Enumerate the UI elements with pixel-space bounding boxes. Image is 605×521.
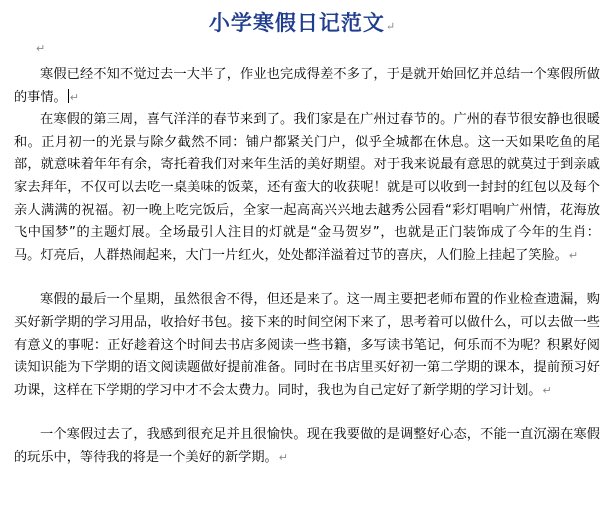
text-cursor [68, 89, 69, 103]
paragraph-text: 寒假已经不知不觉过去一大半了，作业也完成得差不多了，于是就开始回忆并总结一个寒假所做的事情。 [14, 67, 600, 105]
paragraph-text: 寒假的最后一个星期，虽然很舍不得，但还是来了。这一周主要把老师布置的作业检查遗漏，购买好新学期的学习用品，收拾好书包。接下来的时间空闲下来了，思考着可以做什么，可以去做一些有意义的事呢：正好趁着这个时间去书店多阅读一些书籍，多写读书笔记，何乐而不为呢？积累好阅读知识能为下学期的语文阅读题做好提前准备。同时在书店里买好初一第二学期的课本，提前预习好功课，这样在下学期的学习中才不会太费力。同时，我也为自己定好了新学期的学习计划。 [14, 292, 600, 398]
paragraph-mark-icon: ↵ [278, 450, 288, 464]
paragraph-mark-icon: ↵ [568, 248, 579, 262]
paragraph-3[interactable] [14, 289, 600, 402]
paragraph-mark-icon: ↵ [385, 20, 397, 33]
document-title [0, 8, 605, 42]
paragraph-4[interactable] [14, 424, 600, 469]
title-text: 小学寒假日记范文 [208, 10, 385, 35]
empty-paragraph-mark-icon: ↵ [36, 42, 46, 55]
paragraph-1[interactable] [14, 64, 600, 109]
paragraph-text: 一个寒假过去了，我感到很充足并且很愉快。现在我要做的是调整好心态，不能一直沉溺在寒假的玩乐中，等待我的将是一个美好的新学期。 [14, 427, 600, 465]
document-body[interactable] [14, 64, 600, 470]
paragraph-2[interactable] [14, 109, 600, 267]
paragraph-mark-icon: ↵ [69, 90, 79, 104]
paragraph-text: 在寒假的第三周，喜气洋洋的春节来到了。我们家是在广州过春节的。广州的春节很安静也很暖和。正月初一的光景与除夕截然不同：铺户都紧关门户，似乎全城都在休息。这一天如果吃鱼的尾部，就意味着年年有余，寄托着我们对来年生活的美好期望。对于我来说最有意思的就莫过于到亲戚家去拜年，不仅可以去吃一桌美味的饭菜，还有蛮大的收获呢！就是可以收到一封封的红包以及每个亲人满满的祝福。初一晚上吃完饭后，全家一起高高兴兴地去越秀公园看“彩灯唱响广州情，花海放飞中国梦”的主题灯展。全场最引人注目的灯就是“金马贺岁”，也就是正门装饰成了今年的生肖：马。灯亮后，人群热闹起来，大门一片红火，处处都洋溢着过节的喜庆，人们脸上挂起了笑脸。 [14, 112, 600, 263]
paragraph-mark-icon: ↵ [542, 383, 552, 397]
